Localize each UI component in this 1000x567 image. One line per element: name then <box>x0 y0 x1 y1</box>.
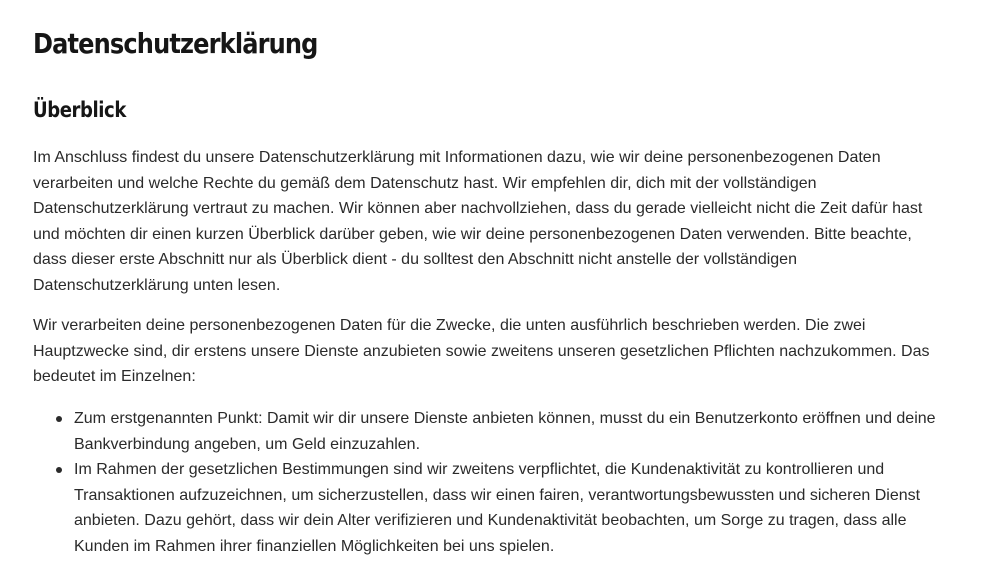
paragraph-line: Wir verarbeiten deine personenbezogenen Daten für die Zwecke, die unten ausführlich beschrieben werden. Die zwei <box>33 317 866 334</box>
paragraph-line: Datenschutzerklärung unten lesen. <box>33 276 281 294</box>
overview-paragraph-1 <box>33 145 988 299</box>
paragraph-line: Datenschutzerklärung vertraut zu machen. Wir können aber nachvollziehen, dass du gerade vielleicht nicht die Zeit dafür hast <box>33 200 923 218</box>
paragraph-line: verarbeiten und welche Rechte du gemäß dem Datenschutz hast. Wir empfehlen dir, dich mit der vollständigen <box>33 174 817 192</box>
list-item-line: anbieten. Dazu gehört, dass wir dein Alter verifizieren und Kundenaktivität beobachten, um Sorge zu tragen, dass alle <box>74 512 907 530</box>
paragraph-line: Hauptzwecke sind, dir erstens unsere Dienste anzubieten sowie zweitens unseren gesetzlichen Pflichten nachzukommen. Das <box>33 342 930 360</box>
paragraph-line: dass dieser erste Abschnitt nur als Überblick dient - du solltest den Abschnitt nicht anstelle der vollständigen <box>33 251 797 269</box>
page-title: Datenschutzerklärung <box>33 27 318 60</box>
purpose-list <box>33 406 988 560</box>
list-item-line: Im Rahmen der gesetzlichen Bestimmungen sind wir zweitens verpflichtet, die Kundenaktivität zu kontrollieren und <box>74 461 885 479</box>
list-item-line: Transaktionen aufzuzeichnen, um sicherzustellen, dass wir einen fairen, verantwortungsbewussten und sicheren Dienst <box>74 486 921 504</box>
paragraph-line: Im Anschluss findest du unsere Datenschutzerklärung mit Informationen dazu, wie wir deine personenbezogenen Daten <box>33 149 881 166</box>
bullet-icon <box>56 416 62 422</box>
paragraph-line: bedeutet im Einzelnen: <box>33 368 196 386</box>
list-item-line: Bankverbindung angeben, um Geld einzuzahlen. <box>74 435 421 453</box>
bullet-icon <box>56 467 62 473</box>
list-item <box>33 406 988 457</box>
section-title-overview: Überblick <box>33 98 126 122</box>
list-item-line: Zum erstgenannten Punkt: Damit wir dir unsere Dienste anbieten können, musst du ein Benutzerkonto eröffnen und deine <box>74 410 936 427</box>
overview-paragraph-2 <box>33 313 988 390</box>
list-item-line: Kunden im Rahmen ihrer finanziellen Möglichkeiten bei uns spielen. <box>74 537 555 555</box>
paragraph-line: und möchten dir einen kurzen Überblick darüber geben, wie wir deine personenbezogenen Daten verwenden. Bitte beachte, <box>33 225 912 243</box>
list-item <box>33 457 988 559</box>
